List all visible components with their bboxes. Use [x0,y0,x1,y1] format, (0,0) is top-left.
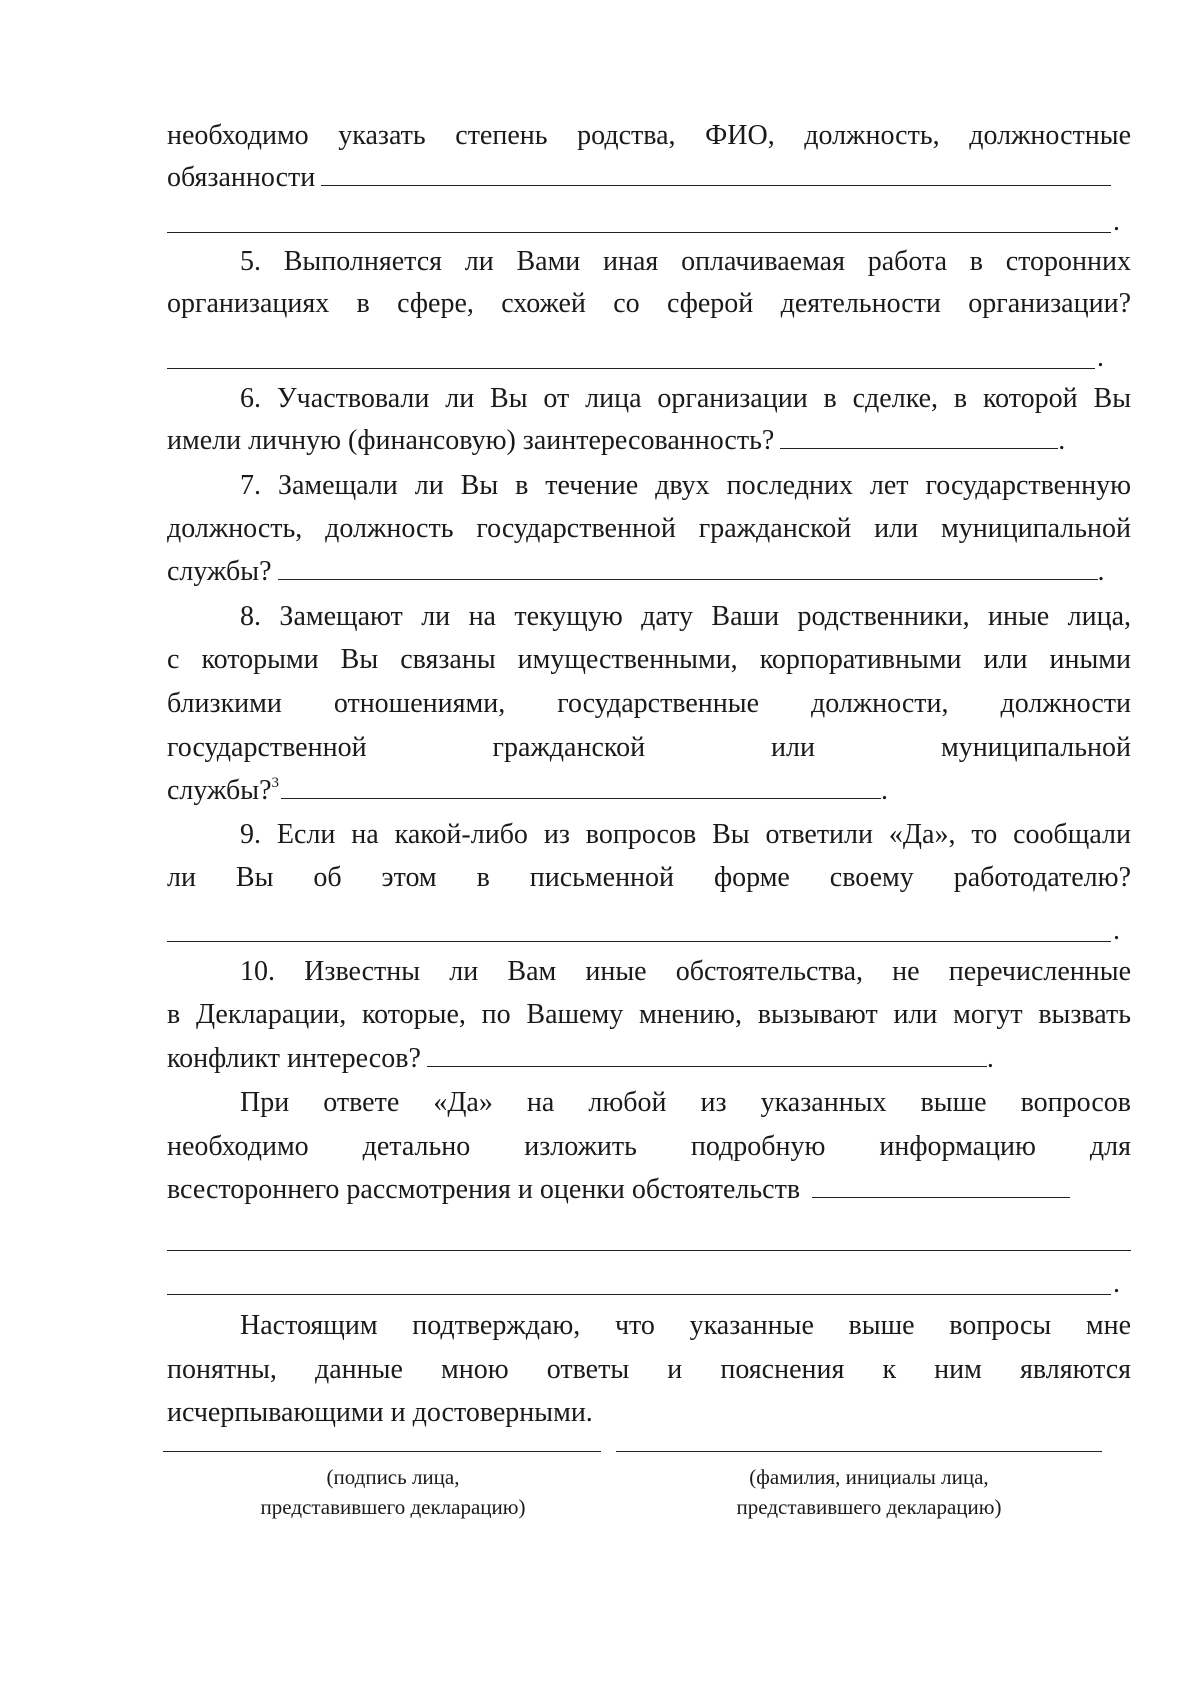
details-answer-blank[interactable] [812,1171,1070,1198]
details-period: . [1113,1268,1120,1299]
q6-answer-blank[interactable] [780,422,1058,449]
q9-period: . [1113,915,1120,946]
q7-line-3 [167,552,1131,592]
confirm-line-3: исчерпывающими и достоверными. [167,1397,593,1428]
q5-answer-line[interactable] [167,368,1095,369]
q5-period: . [1097,342,1104,373]
q5-line-1: 5. Выполняется ли Вами иная оплачиваемая работа в сторонних [240,246,1131,277]
q5-line-2: организациях в сфере, схожей со сферой деятельности организации? [167,288,1131,319]
q4-answer-blank[interactable] [321,159,1111,186]
q8-line-4: государственной гражданской или муниципальной [167,732,1131,763]
name-caption-line-1: (фамилия, инициалы лица, [749,1465,989,1489]
q10-line-3 [167,1039,1131,1079]
q4-period: . [1113,206,1120,237]
q9-line-1: 9. Если на какой-либо из вопросов Вы ответили «Да», то сообщали [240,819,1131,850]
details-line-1: При ответе «Да» на любой из указанных выше вопросов [240,1087,1131,1118]
signature-caption-line-2: представившего декларацию) [260,1495,526,1519]
q9-answer-line[interactable] [167,941,1111,942]
q4-line-2-text: обязанности [167,162,316,193]
q4-answer-line[interactable] [167,232,1111,233]
name-caption [659,1462,1079,1522]
q10-period: . [986,1043,994,1074]
q7-line-3-text: службы? [167,556,272,587]
q7-line-1: 7. Замещали ли Вы в течение двух последних лет государственную [240,470,1131,501]
q8-line-5 [167,771,1131,811]
q10-line-2: в Декларации, которые, по Вашему мнению, вызывают или могут вызвать [167,999,1131,1030]
q10-answer-blank[interactable] [427,1040,987,1067]
q6-line-2 [167,421,1131,461]
q8-answer-blank[interactable] [281,772,881,799]
q10-line-3-text: конфликт интересов? [167,1043,421,1074]
details-answer-line-2[interactable] [167,1294,1111,1295]
q9-line-2: ли Вы об этом в письменной форме своему работодателю? [167,862,1131,893]
q7-period: . [1097,556,1105,587]
q6-line-2-text: имели личную (финансовую) заинтересованность? [167,425,775,456]
q8-period: . [881,775,888,806]
q6-period: . [1058,425,1066,456]
q8-line-1: 8. Замещают ли на текущую дату Ваши родственники, иные лица, [240,601,1131,632]
signature-caption [183,1462,603,1522]
confirm-line-1: Настоящим подтверждаю, что указанные выше вопросы мне [240,1310,1131,1341]
q8-line-5-text: службы? [167,775,272,806]
name-initials-line[interactable] [616,1451,1102,1452]
q4-line-1: необходимо указать степень родства, ФИО, должность, должностные [167,120,1131,151]
details-line-3-text: всестороннего рассмотрения и оценки обстоятельств [167,1174,801,1205]
details-line-2: необходимо детально изложить подробную информацию для [167,1131,1131,1162]
q10-line-1: 10. Известны ли Вам иные обстоятельства, не перечисленные [240,956,1131,987]
details-answer-line-1[interactable] [167,1250,1131,1251]
q6-line-1: 6. Участвовали ли Вы от лица организации в сделке, в которой Вы [240,383,1131,414]
q7-answer-blank[interactable] [278,553,1098,580]
name-caption-line-2: представившего декларацию) [736,1495,1002,1519]
signature-line[interactable] [163,1451,601,1452]
details-line-3 [167,1170,1131,1210]
q8-line-2: с которыми Вы связаны имущественными, корпоративными или иными [167,644,1131,675]
signature-caption-line-1: (подпись лица, [326,1465,460,1489]
confirm-line-2: понятны, данные мною ответы и пояснения к ним являются [167,1354,1131,1385]
q8-line-3: близкими отношениями, государственные должности, должности [167,688,1131,719]
q7-line-2: должность, должность государственной гражданской или муниципальной [167,513,1131,544]
q4-line-2 [167,158,1131,198]
footnote-marker: 3 [271,775,279,791]
